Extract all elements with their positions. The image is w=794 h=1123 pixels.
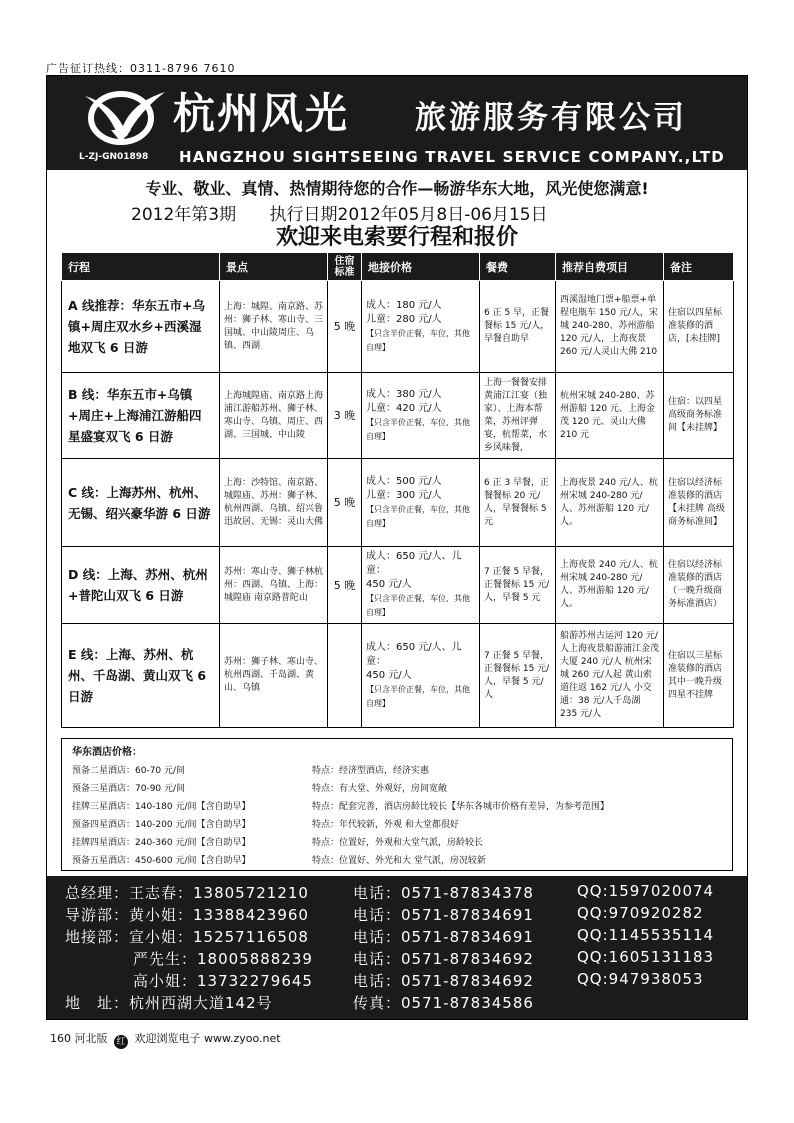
stay-cell: 3 晚 [328, 373, 362, 459]
hotel-feature: 特点：配套完善，酒店房龄比较长【华东各城市价格有差异，为参考范围】 [312, 802, 610, 812]
options-cell: 上海夜景 240 元/人、杭州宋城 240-280 元/人、苏州游船 120 元/人。 [556, 547, 664, 624]
hotel-feature: 特点：年代较新，外观 和大堂都很好 [312, 820, 459, 830]
price-cell [362, 624, 480, 728]
hotel-feature: 特点：经济型酒店，经济实惠 [312, 766, 430, 776]
child-price: 450 元/人 [366, 669, 412, 681]
ad-page-frame [46, 75, 748, 1020]
contact-person: 导游部：黄小姐：13388423960 [65, 906, 309, 924]
spots-cell: 上海：沙特馆、南京路、城隍庙、苏州：狮子林、杭州西湖、乌镇、绍兴鲁迅故居、无锡：灵山大佛 [220, 459, 328, 547]
table-row [62, 373, 734, 459]
price-cell [362, 281, 480, 373]
ad-hotline: 广告征订热线：0311-8796 7610 [46, 62, 236, 75]
meals-cell: 上海一餐餐安排黄浦江江宴（独家）、上海本帮菜，苏州评弹宴，杭帮菜，水乡风味餐， [480, 373, 556, 459]
hotel-row [72, 816, 722, 834]
issue-number: 2012年第3期 [131, 205, 237, 225]
hotel-row [72, 780, 722, 798]
hotel-price: 预备三星酒店：70-90 元/间 [72, 784, 186, 794]
remark-cell: 住宿以经济标准装修的酒店【未挂牌 高级商务标准间】 [664, 459, 734, 547]
price-note: 【只含半价正餐，车位，其他自理】 [366, 684, 470, 708]
contact-row [47, 904, 747, 926]
contact-person: 地接部：宣小姐：15257116508 [65, 928, 309, 946]
route-cell: E 线：上海、苏州、杭州、千岛湖、黄山双飞 6 日游 [62, 624, 220, 728]
contact-phone: 电话：0571-87834692 [353, 972, 534, 990]
hotel-row [72, 852, 722, 870]
price-note: 【只含半价正餐，车位，其他自理】 [366, 417, 470, 441]
spots-cell: 上海：城隍、南京路、苏州：狮子林、寒山寺、三国城、中山陵周庄、乌镇、西湖 [220, 281, 328, 373]
contact-qq: QQ:970920282 [577, 904, 704, 922]
hotel-price: 挂牌四星酒店：240-360 元/间【含自助早】 [72, 838, 251, 848]
license-number: L-ZJ-GN01898 [79, 152, 149, 162]
table-row [62, 459, 734, 547]
price-note: 【只含半价正餐，车位，其他自理】 [366, 594, 470, 617]
company-banner [47, 76, 747, 170]
hotel-row [72, 762, 722, 780]
company-brand-name: 杭州风光 [173, 89, 350, 138]
contact-qq: QQ:1145535114 [577, 926, 715, 944]
adult-price: 成人：650 元/人、儿童： [366, 551, 462, 576]
contact-phone: 电话：0571-87834691 [353, 906, 534, 924]
remark-cell: 住宿以经济标准装修的酒店（一晚升级商务标准酒店） [664, 547, 734, 624]
contact-row [47, 948, 747, 970]
tour-table-header [62, 253, 734, 281]
col-meals: 餐费 [480, 253, 556, 281]
col-stay: 住宿标准 [328, 253, 362, 281]
hotel-price-title: 华东酒店价格： [72, 747, 142, 758]
col-route: 行程 [62, 253, 220, 281]
contact-person: 严先生：18005888239 [133, 950, 313, 968]
child-price: 儿童：300 元/人 [366, 489, 442, 501]
contact-row [47, 926, 747, 948]
options-cell: 杭州宋城 240-280、苏州游船 120 元、上海金茂 120 元、灵山大佛 210 元 [556, 373, 664, 459]
price-cell [362, 547, 480, 624]
slogan: 专业、敬业、真情、热情期待您的合作—畅游华东大地，风光使您满意! [145, 179, 649, 198]
remark-cell: 住宿：以四星高级商务标准间【未挂牌】 [664, 373, 734, 459]
adult-price: 成人：180 元/人 [366, 299, 442, 311]
remark-cell: 住宿以三星标准装修的酒店其中一晚升级四星不挂牌 [664, 624, 734, 728]
contact-qq: QQ:1605131183 [577, 948, 715, 966]
col-spots: 景点 [220, 253, 328, 281]
hotel-price: 预备五星酒店：450-600 元/间【含自助早】 [72, 856, 251, 866]
options-cell: 西溪湿地门票+船票+单程电瓶车 150 元/人，宋城 240-280、苏州游船 120 元/人，上海夜景 260 元/人灵山大佛 210 [556, 281, 664, 373]
stay-cell [328, 624, 362, 728]
route-cell: B 线：华东五市+乌镇+周庄+上海浦江游船四星盛宴双飞 6 日游 [62, 373, 220, 459]
contact-person: 总经理：王志春：13805721210 [65, 884, 309, 902]
price-note: 【只含半价正餐，车位，其他自理】 [366, 328, 470, 352]
col-options: 推荐自费项目 [556, 253, 664, 281]
hotel-row [72, 834, 722, 852]
price-cell [362, 373, 480, 459]
contact-row [47, 970, 747, 992]
hotel-feature: 特点：位置好、外光和大 堂气派，房况较新 [312, 856, 486, 866]
route-cell: A 线推荐：华东五市+乌镇+周庄双水乡+西溪湿地双飞 6 日游 [62, 281, 220, 373]
spots-cell: 上海城隍庙、南京路上海浦江游船苏州、狮子林、寒山寺、乌镇、周庄、西湖、三国城、中山陵 [220, 373, 328, 459]
contact-fax: 传真：0571-87834586 [353, 994, 534, 1012]
hotel-row [72, 798, 722, 816]
price-cell [362, 459, 480, 547]
spots-cell: 苏州：寒山寺、狮子林杭州：西湖、乌镇、上海：城隍庙 南京路普陀山 [220, 547, 328, 624]
contact-person: 高小姐：13732279645 [133, 972, 313, 990]
col-price: 地接价格 [362, 253, 480, 281]
col-remark: 备注 [664, 253, 734, 281]
page-number: 160 [50, 1032, 71, 1045]
company-type: 旅游服务有限公司 [415, 100, 687, 136]
child-price: 儿童：420 元/人 [366, 402, 442, 414]
stay-cell: 5 晚 [328, 459, 362, 547]
contact-qq: QQ:1597020074 [577, 882, 715, 900]
contact-panel [47, 876, 747, 1019]
adult-price: 成人：650 元/人、儿童： [366, 641, 462, 667]
swallow-logo-icon [81, 86, 167, 146]
options-cell: 上海夜景 240 元/人、杭州宋城 240-280 元/人、苏州游船 120 元/人。 [556, 459, 664, 547]
company-address: 地 址：杭州西湖大道142号 [65, 994, 273, 1012]
meals-cell: 6 正 5 早，正餐餐标 15 元/人，早餐自助早 [480, 281, 556, 373]
table-row [62, 281, 734, 373]
stay-cell: 5 晚 [328, 281, 362, 373]
contact-phone: 电话：0571-87834691 [353, 928, 534, 946]
contact-qq: QQ:947938053 [577, 970, 704, 988]
website-text: 欢迎浏览电子 www.zyoo.net [134, 1032, 281, 1045]
options-cell: 船游苏州古运河 120 元/人上海夜景船游浦江金茂大厦 240 元/人 杭州宋城 260 元/人起 黄山索道往返 162 元/人 小交通：38 元/人千岛湖 235 元/人 [556, 624, 664, 728]
contact-phone: 电话：0571-87834378 [353, 884, 534, 902]
company-english-name: HANGZHOU SIGHTSEEING TRAVEL SERVICE COMPANY.,LTD [179, 148, 725, 166]
route-cell: D 线：上海、苏州、杭州+普陀山双飞 6 日游 [62, 547, 220, 624]
table-row [62, 624, 734, 728]
spots-cell: 苏州：狮子林、寒山寺、杭州西湖、千岛湖、黄山、乌镇 [220, 624, 328, 728]
hotel-price: 挂牌三星酒店：140-180 元/间【含自助早】 [72, 802, 251, 812]
adult-price: 成人：500 元/人 [366, 475, 442, 487]
execution-date: 执行日期2012年05月8日-06月15日 [269, 205, 548, 225]
hotel-price: 预备二星酒店：60-70 元/间 [72, 766, 186, 776]
page-footer [50, 1030, 281, 1049]
stay-cell: 5 晚 [328, 547, 362, 624]
hotel-price-box [61, 738, 733, 871]
contact-row [47, 992, 747, 1014]
edition-label: 河北版 [74, 1032, 108, 1045]
meals-cell: 6 正 3 早餐，正餐餐标 20 元/人，早餐餐标 5 元 [480, 459, 556, 547]
contact-phone: 电话：0571-87834692 [353, 950, 534, 968]
meals-cell: 7 正餐 5 早餐，正餐餐标 15 元/人，早餐 5 元 [480, 547, 556, 624]
route-cell: C 线：上海苏州、杭州、无锡、绍兴豪华游 6 日游 [62, 459, 220, 547]
table-row [62, 547, 734, 624]
child-price: 儿童：280 元/人 [366, 313, 442, 325]
hotel-feature: 特点：位置好，外观和大堂气派，房龄较长 [312, 838, 484, 848]
meals-cell: 7 正餐 5 早餐，正餐餐标 15 元/人，早餐 5 元/人 [480, 624, 556, 728]
price-note: 【只含半价正餐，车位，其他自理】 [366, 504, 470, 528]
welcome-heading: 欢迎来电索要行程和报价 [275, 225, 518, 250]
tour-table [61, 252, 734, 728]
contact-row [47, 882, 747, 904]
red-badge-icon: 红 [114, 1035, 128, 1049]
remark-cell: 住宿以四星标准装修的酒店，[未挂牌] [664, 281, 734, 373]
child-price: 450 元/人 [366, 579, 412, 590]
hotel-feature: 特点：有大堂、外观好，房间宽敞 [312, 784, 448, 794]
adult-price: 成人：380 元/人 [366, 388, 442, 400]
hotel-price: 预备四星酒店：140-200 元/间【含自助早】 [72, 820, 251, 830]
